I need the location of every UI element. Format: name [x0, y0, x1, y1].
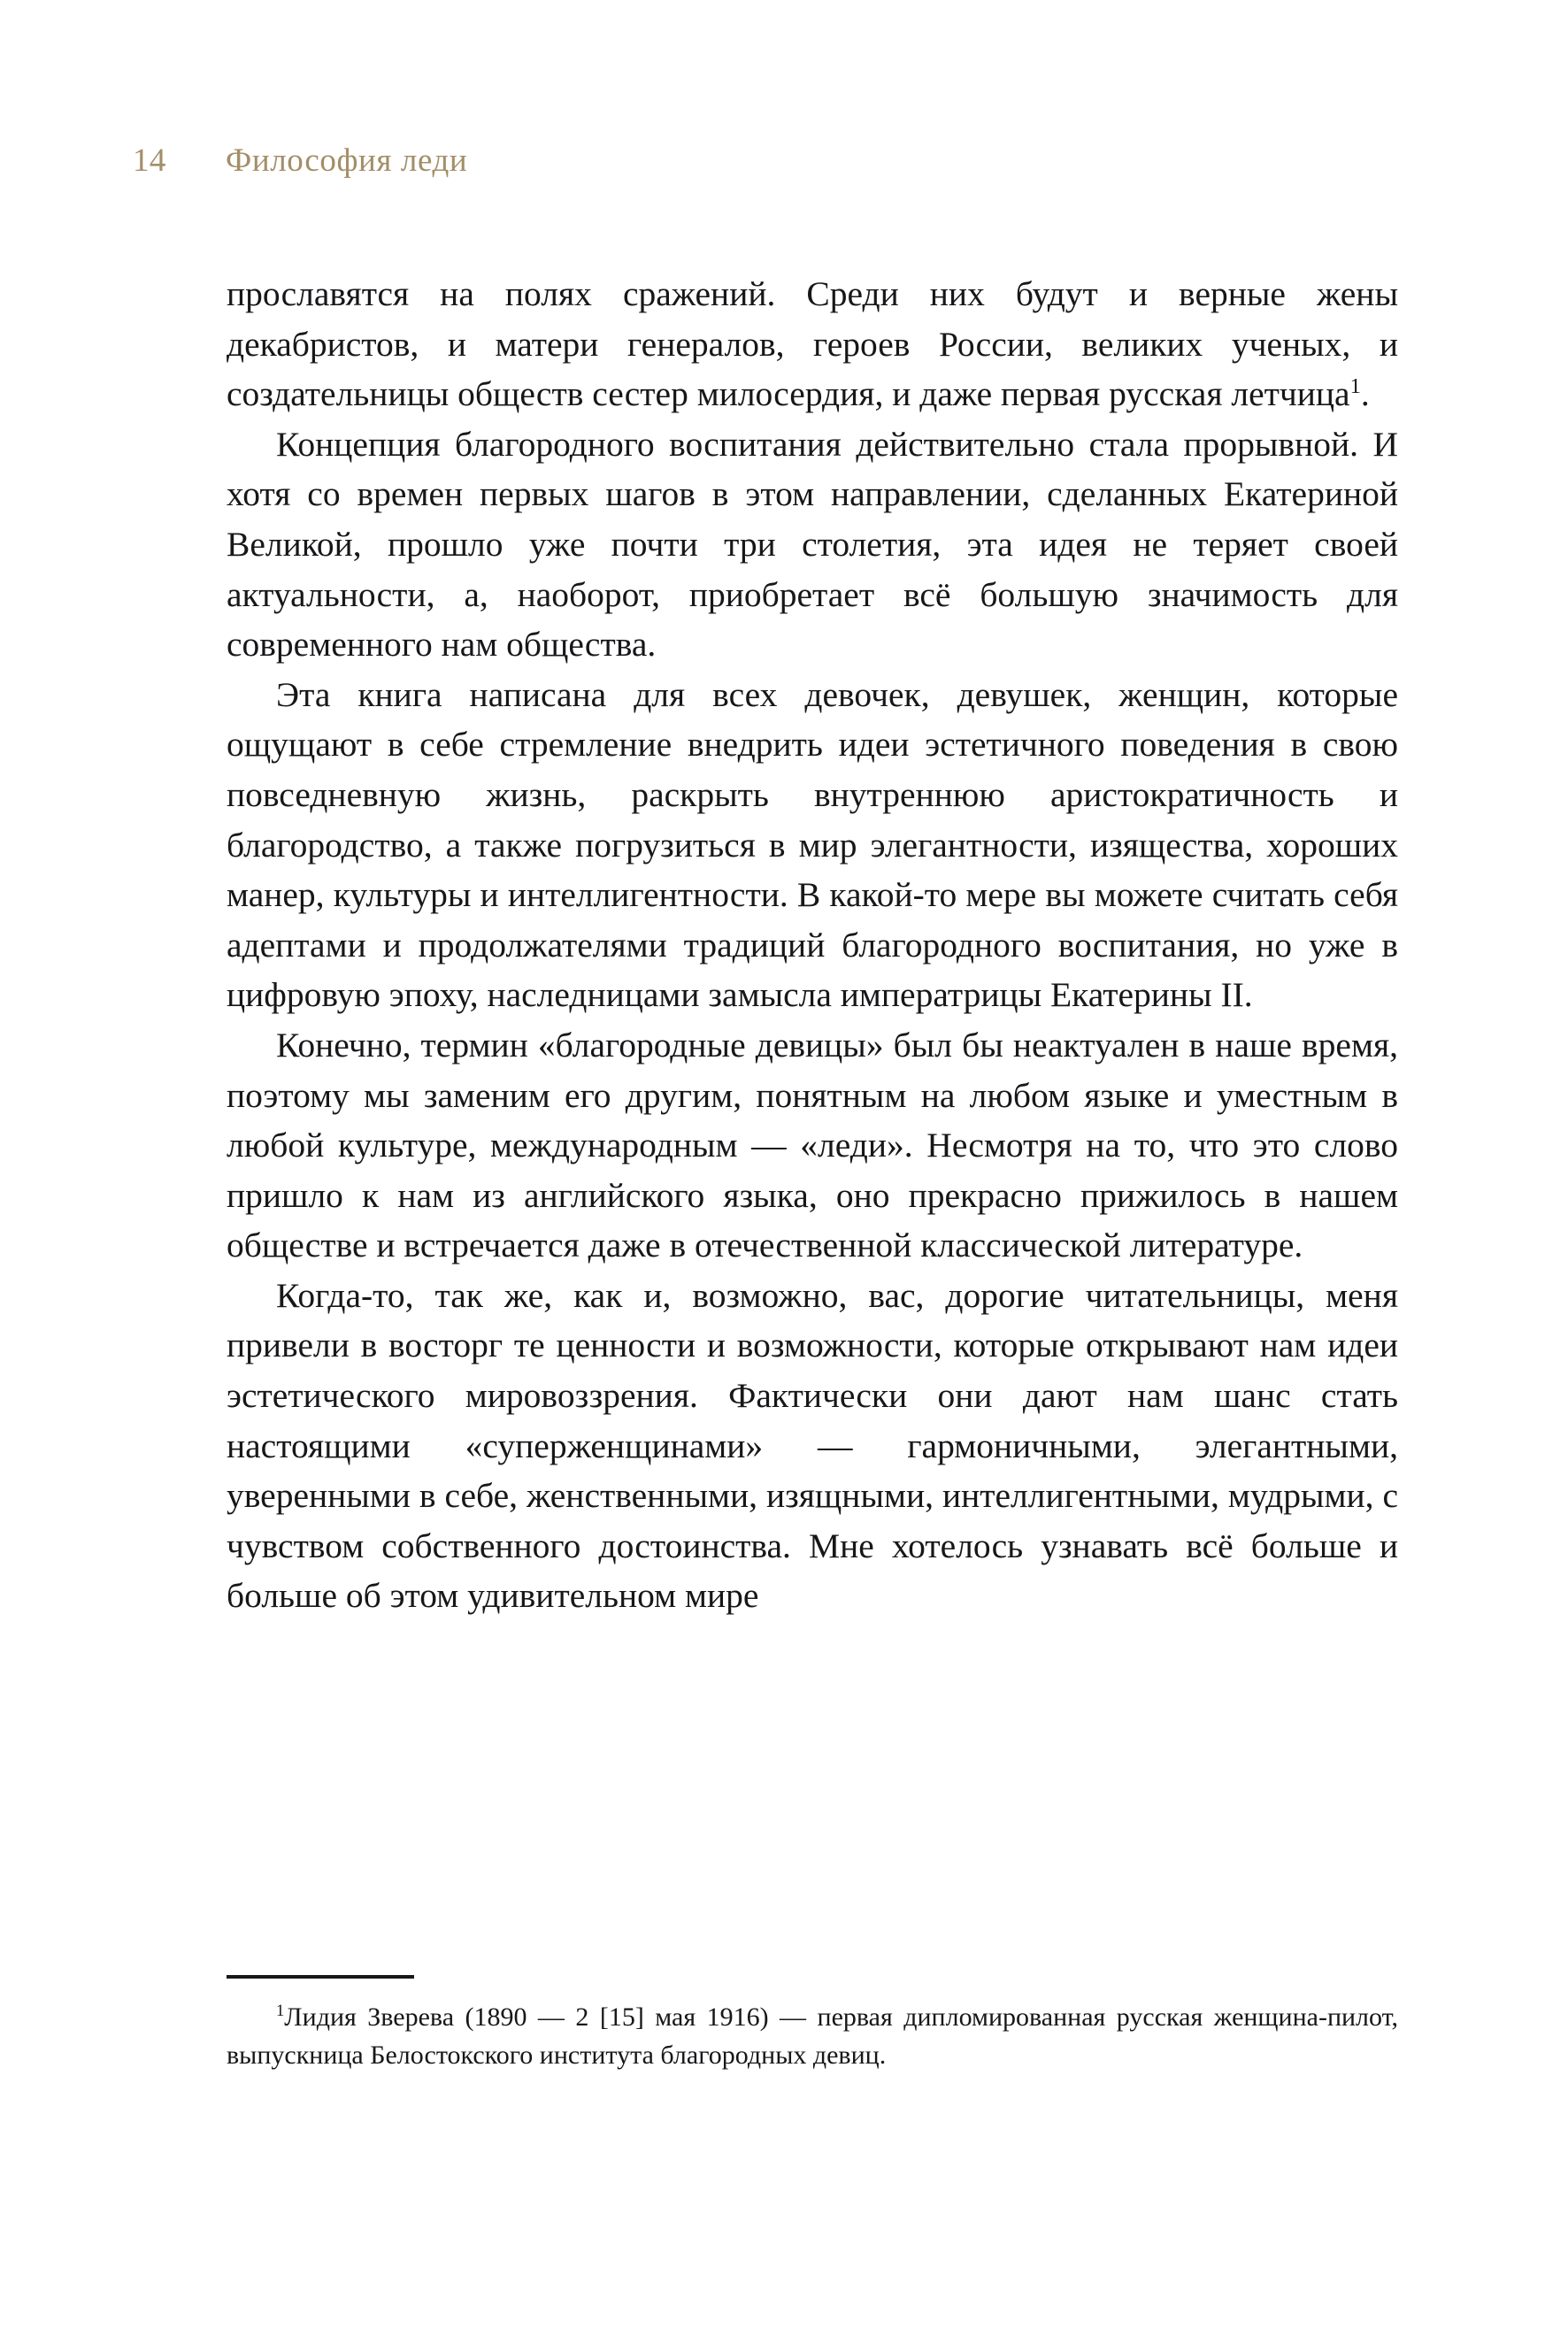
page-number: 14 [133, 142, 166, 179]
chapter-title: Философия леди [226, 142, 468, 179]
footnote-zone [227, 1975, 1398, 2074]
footnote-entry [227, 1998, 1398, 2074]
paragraph-continuation [227, 269, 1398, 419]
footnote-marker: 1 [276, 2002, 285, 2020]
paragraph-text: прославятся на полях сражений. Среди них будут и верные жены декабристов, и матери генералов, героев России, великих ученых, и создательницы обществ сестер милосердия, и даже первая русская летчица [227, 274, 1398, 414]
paragraph-2: Концепция благородного воспитания действительно стала прорывной. И хотя со времен первых шагов в этом направлении, сделанных Екатериной Великой, прошло уже почти три столетия, эта идея не теряет своей актуальности, а, наоборот, приобретает всё большую значимость для современного нам общества. [227, 424, 1398, 665]
footnote-separator-rule [227, 1975, 414, 1979]
paragraph-4: Конечно, термин «благородные девицы» был бы неактуален в наше время, поэтому мы заменим его другим, понятным на любом языке и уместным в любой культуре, международным — «леди». Несмотря на то, что это слово пришло к нам из английского языка, оно прекрасно прижилось в нашем обществе и встречается даже в отечественной классической литературе. [227, 1025, 1398, 1265]
body-text-column [227, 269, 1398, 1621]
paragraph-3: Эта книга написана для всех девочек, девушек, женщин, которые ощущают в себе стремление внедрить идеи эстетичного поведения в свою повседневную жизнь, раскрыть внутреннюю аристократичность и благородство, а также погрузиться в мир элегантности, изящества, хороших манер, культуры и интеллигентности. В какой-то мере вы можете считать себя адептами и продолжателями традиций благородного воспитания, но уже в цифровую эпоху, наследницами замысла императрицы Екатерины II. [227, 674, 1398, 1015]
footnote-body: Лидия Зверева (1890 — 2 [15] мая 1916) — первая дипломированная русская женщина-пилот, выпускница Белостокского института благородных девиц. [227, 2002, 1398, 2070]
running-head [133, 142, 1416, 180]
footnote-reference[interactable]: 1 [1349, 374, 1361, 399]
paragraph-terminator: . [1360, 374, 1370, 414]
paragraph-5: Когда-то, так же, как и, возможно, вас, дорогие читательницы, меня привели в восторг те ценности и возможности, которые открывают нам идеи эстетического мировоззрения. Фактически они дают нам шанс стать настоящими «суперженщинами» — гармоничными, элегантными, уверенными в себе, женственными, изящными, интеллигентными, мудрыми, с чувством собственного достоинства. Мне хотелось узнавать всё больше и больше об этом удивительном мире [227, 1275, 1398, 1616]
